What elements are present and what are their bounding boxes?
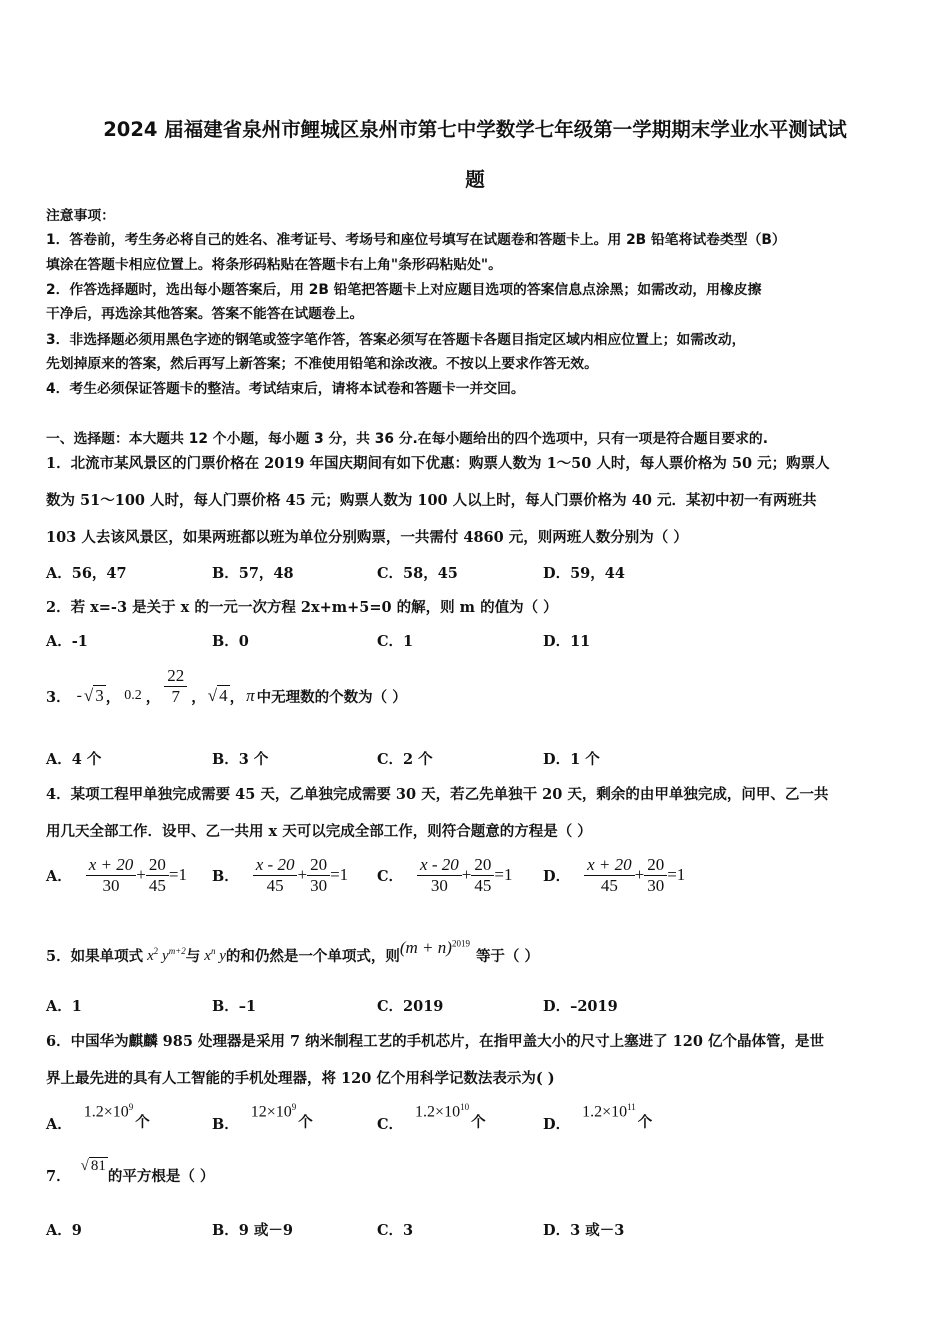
question-5-text bbox=[46, 935, 539, 975]
question-4-line: 用几天全部工作．设甲、乙一共用 x 天可以完成全部工作，则符合题意的方程是（ ） bbox=[46, 823, 592, 840]
question-3-suffix: 中无理数的个数为（ ） bbox=[256, 688, 407, 706]
option-label: B． bbox=[212, 867, 239, 885]
base: 1.2×10 bbox=[83, 1103, 129, 1121]
question-3-option-b: B．3 个 bbox=[212, 751, 269, 768]
pi-symbol: π bbox=[246, 686, 255, 705]
question-4-option-b bbox=[212, 850, 348, 900]
question-5-prefix: 5．如果单项式 bbox=[46, 947, 144, 965]
question-7-option-d: D．3 或－3 bbox=[543, 1222, 625, 1239]
question-4-option-a bbox=[46, 850, 187, 900]
question-1-option-a: A．56，47 bbox=[46, 565, 127, 582]
option-label: D． bbox=[543, 867, 571, 885]
plus-sign: + bbox=[297, 865, 308, 884]
equals-one: =1 bbox=[667, 865, 686, 884]
question-4-option-c bbox=[377, 850, 512, 900]
question-6-line: 6．中国华为麒麟 985 处理器是采用 7 纳米制程工艺的手机芯片，在指甲盖大小的尺寸上塞进了 120 亿个晶体管，是世 bbox=[46, 1033, 824, 1050]
option-label: C． bbox=[377, 867, 404, 885]
sqrt-3: √ 3 bbox=[83, 686, 104, 705]
plus-sign: + bbox=[461, 865, 472, 884]
notes-heading: 注意事项： bbox=[46, 208, 115, 224]
unit: 个 bbox=[135, 1113, 150, 1131]
radicand: 3 bbox=[95, 686, 104, 705]
option-label: D． bbox=[543, 1115, 571, 1133]
question-6-option-c bbox=[377, 1098, 486, 1138]
minus-sign: - bbox=[76, 687, 82, 704]
base: 1.2×10 bbox=[582, 1103, 628, 1121]
equals-one: =1 bbox=[494, 865, 513, 884]
question-number: 3． bbox=[46, 688, 71, 706]
exponent: 9 bbox=[291, 1102, 297, 1113]
base: 1.2×10 bbox=[415, 1103, 461, 1121]
question-7-text bbox=[46, 1155, 214, 1195]
question-7-option-a: A．9 bbox=[46, 1222, 82, 1239]
radicand: 81 bbox=[90, 1157, 106, 1174]
notes-line: 先划掉原来的答案，然后再写上新答案；不准使用铅笔和涂改液。不按以上要求作答无效。 bbox=[46, 356, 598, 372]
exponent: 2 bbox=[153, 945, 159, 956]
numerator: 20 bbox=[146, 855, 169, 876]
question-6-option-d bbox=[543, 1098, 652, 1138]
scientific-notation bbox=[251, 1102, 297, 1121]
question-3-text bbox=[46, 660, 407, 732]
question-1-option-c: C．58，45 bbox=[377, 565, 458, 582]
separator: ， bbox=[145, 688, 161, 706]
notes-line: 填涂在答题卡相应位置上。将条形码粘贴在答题卡右上角"条形码粘贴处"。 bbox=[46, 257, 502, 273]
question-5-option-c: C．2019 bbox=[377, 998, 444, 1015]
separator: ， bbox=[105, 688, 121, 706]
var-x: x bbox=[147, 947, 154, 964]
var-y: y bbox=[219, 947, 226, 964]
numerator: 20 bbox=[471, 855, 494, 876]
fraction bbox=[417, 855, 462, 895]
unit: 个 bbox=[298, 1113, 313, 1131]
power-expression bbox=[400, 938, 470, 958]
numerator: x - 20 bbox=[253, 855, 298, 876]
page-title: 2024 届福建省泉州市鲤城区泉州市第七中学数学七年级第一学期期末学业水平测试试 bbox=[103, 118, 847, 141]
monomial-1 bbox=[147, 946, 186, 965]
numerator: x + 20 bbox=[584, 855, 635, 876]
question-5-suffix: 等于（ ） bbox=[475, 947, 539, 965]
notes-line: 2．作答选择题时，选出每小题答案后，用 2B 铅笔把答题卡上对应题目选项的答案信息点涂黑；如需改动，用橡皮擦 bbox=[46, 282, 762, 298]
numerator: x - 20 bbox=[417, 855, 462, 876]
exponent: n bbox=[210, 945, 216, 956]
question-2-option-c: C．1 bbox=[377, 633, 414, 650]
numerator: 20 bbox=[307, 855, 330, 876]
question-3-option-d: D．1 个 bbox=[543, 751, 600, 768]
exponent: 10 bbox=[460, 1102, 470, 1113]
var-x: x bbox=[204, 947, 211, 964]
base-expression: (m + n) bbox=[399, 938, 452, 957]
question-1-option-d: D．59，44 bbox=[543, 565, 625, 582]
question-3-option-c: C．2 个 bbox=[377, 751, 433, 768]
base: 12×10 bbox=[250, 1103, 292, 1121]
notes-line: 干净后，再选涂其他答案。答案不能答在试题卷上。 bbox=[46, 306, 364, 322]
question-5-option-b: B．–1 bbox=[212, 998, 257, 1015]
notes-line: 4．考生必须保证答题卡的整洁。考试结束后，请将本试卷和答题卡一并交回。 bbox=[46, 381, 525, 397]
denominator: 45 bbox=[148, 875, 166, 895]
question-4-line: 4．某项工程甲单独完成需要 45 天，乙单独完成需要 30 天，若乙先单独干 20 天，剩余的由甲单独完成，问甲、乙一共 bbox=[46, 786, 829, 803]
question-6-line: 界上最先进的具有人工智能的手机处理器，将 120 亿个用科学记数法表示为( ) bbox=[46, 1070, 555, 1087]
question-2-option-b: B．0 bbox=[212, 633, 249, 650]
radicand: 4 bbox=[219, 686, 228, 705]
plus-sign: + bbox=[136, 865, 146, 884]
question-5-mid: 与 bbox=[185, 947, 201, 965]
fraction bbox=[86, 855, 137, 895]
plus-sign: + bbox=[634, 865, 645, 884]
denominator: 30 bbox=[647, 875, 665, 895]
question-4-option-d bbox=[543, 850, 685, 900]
fraction bbox=[471, 855, 494, 895]
scientific-notation bbox=[582, 1102, 636, 1121]
decimal-value: 0.2 bbox=[124, 688, 142, 703]
question-6-option-b bbox=[212, 1098, 313, 1138]
question-1-line: 1．北流市某风景区的门票价格在 2019 年国庆期间有如下优惠：购票人数为 1～50 人时，每人票价格为 50 元；购票人 bbox=[46, 455, 830, 472]
denominator: 30 bbox=[430, 875, 448, 895]
question-2-option-a: A．-1 bbox=[46, 633, 88, 650]
unit: 个 bbox=[637, 1113, 653, 1131]
fraction bbox=[307, 855, 330, 895]
question-number: 7． bbox=[46, 1167, 71, 1185]
scientific-notation bbox=[84, 1102, 134, 1121]
question-2-option-d: D．11 bbox=[543, 633, 591, 650]
denominator: 30 bbox=[102, 875, 120, 895]
fraction bbox=[584, 855, 635, 895]
option-label: B． bbox=[212, 1115, 239, 1133]
denominator: 45 bbox=[266, 875, 284, 895]
question-1-option-b: B．57，48 bbox=[212, 565, 294, 582]
scientific-notation bbox=[415, 1102, 469, 1121]
question-5-option-a: A．1 bbox=[46, 998, 82, 1015]
fraction-22-7 bbox=[164, 666, 187, 706]
fraction bbox=[644, 855, 667, 895]
question-1-line: 数为 51～100 人时，每人门票价格 45 元；购票人数为 100 人以上时，每人门票价格为 40 元．某初中初一有两班共 bbox=[46, 492, 817, 509]
question-1-line: 103 人去该风景区，如果两班都以班为单位分别购票，一共需付 4860 元，则两班人数分别为（ ） bbox=[46, 529, 688, 546]
exponent: 11 bbox=[627, 1102, 636, 1113]
sqrt-4: √ 4 bbox=[207, 686, 228, 705]
equals-one: =1 bbox=[168, 865, 187, 884]
numerator: 22 bbox=[164, 666, 187, 687]
notes-line: 1．答卷前，考生务必将自己的姓名、准考证号、考场号和座位号填写在试题卷和答题卡上。用 2B 铅笔将试卷类型（B） bbox=[46, 232, 786, 248]
question-6-option-a bbox=[46, 1098, 150, 1138]
section-heading: 一、选择题：本大题共 12 个小题，每小题 3 分，共 36 分.在每小题给出的四个选项中，只有一项是符合题目要求的. bbox=[46, 431, 768, 447]
page-title-continued: 题 bbox=[465, 168, 485, 191]
var-y: y bbox=[162, 947, 169, 964]
unit: 个 bbox=[471, 1113, 486, 1131]
question-3-option-a: A．4 个 bbox=[46, 751, 102, 768]
numerator: x + 20 bbox=[86, 855, 137, 876]
exponent: m+2 bbox=[168, 945, 186, 956]
notes-line: 3．非选择题必须用黑色字迹的钢笔或签字笔作答，答案必须写在答题卡各题目指定区域内相应位置上；如需改动， bbox=[46, 332, 746, 348]
equals-one: =1 bbox=[330, 865, 349, 884]
question-5-mid2: 的和仍然是一个单项式，则 bbox=[225, 947, 400, 965]
option-label: A． bbox=[46, 867, 72, 885]
question-2-text: 2．若 x=-3 是关于 x 的一元一次方程 2x+m+5=0 的解，则 m 的值为（ ） bbox=[46, 599, 558, 616]
option-label: C． bbox=[377, 1115, 404, 1133]
denominator: 45 bbox=[474, 875, 492, 895]
question-7-option-c: C．3 bbox=[377, 1222, 414, 1239]
denominator: 30 bbox=[310, 875, 328, 895]
exponent: 2019 bbox=[451, 938, 470, 949]
denominator: 45 bbox=[600, 875, 618, 895]
option-label: A． bbox=[46, 1115, 72, 1133]
separator: ， bbox=[191, 688, 206, 706]
fraction bbox=[146, 855, 169, 895]
question-7-option-b: B．9 或－9 bbox=[212, 1222, 293, 1239]
denominator: 7 bbox=[171, 686, 181, 706]
fraction bbox=[253, 855, 298, 895]
monomial-2 bbox=[204, 946, 226, 965]
question-5-option-d: D．–2019 bbox=[543, 998, 618, 1015]
sqrt-81: √ 81 bbox=[80, 1157, 106, 1174]
question-7-suffix: 的平方根是（ ） bbox=[107, 1167, 215, 1185]
exponent: 9 bbox=[128, 1102, 134, 1113]
separator: ， bbox=[229, 688, 245, 706]
numerator: 20 bbox=[644, 855, 667, 876]
